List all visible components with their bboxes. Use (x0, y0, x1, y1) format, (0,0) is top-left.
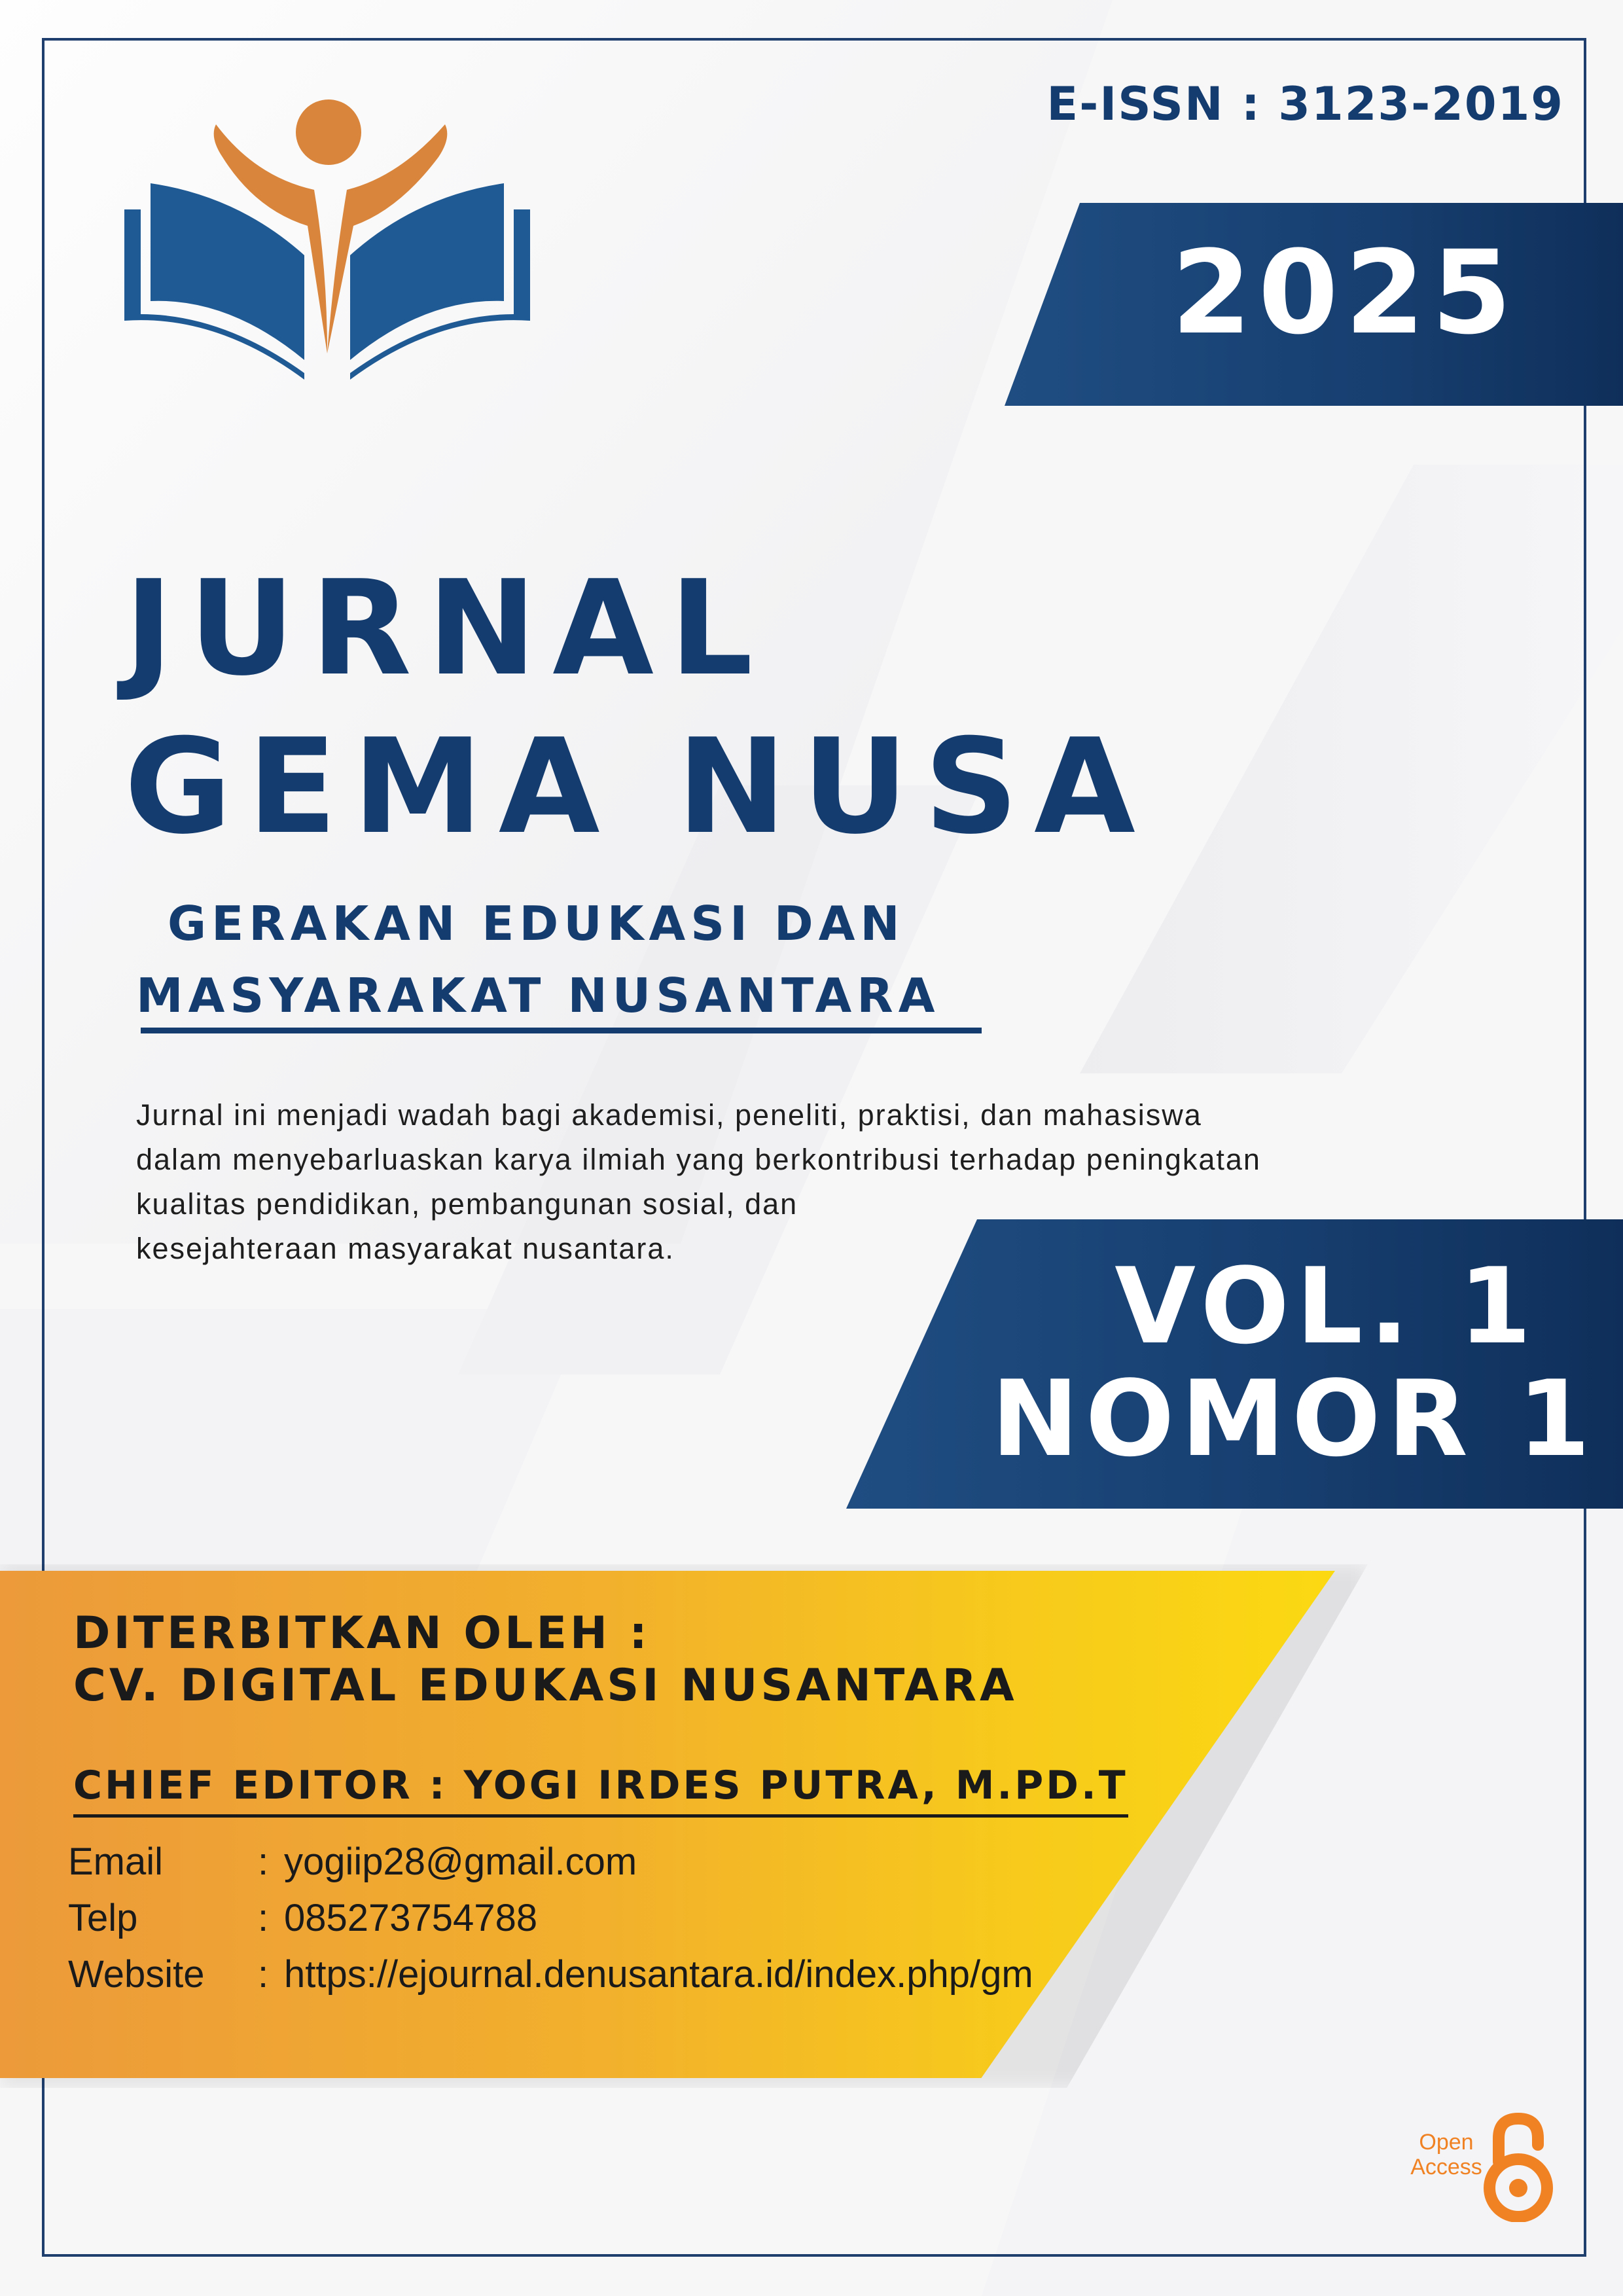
contact-row-website (68, 1946, 1033, 2003)
contact-separator: : (258, 1840, 269, 1883)
journal-title (124, 550, 1151, 867)
description-line-2: dalam menyebarluaskan karya ilmiah yang berkontribusi terhadap peningkatan (136, 1143, 1261, 1176)
contact-list (68, 1834, 1033, 2003)
publisher-name: CV. DIGITAL EDUKASI NUSANTARA (73, 1660, 1018, 1712)
publication-year: 2025 (1171, 226, 1518, 360)
open-access-lock-icon (1480, 2111, 1559, 2222)
contact-row-email (68, 1834, 1033, 1890)
description-line-4: kesejahteraan masyarakat nusantara. (136, 1232, 675, 1265)
issn-label: E-ISSN : 3123-2019 (1046, 77, 1564, 131)
contact-label: Website (68, 1953, 205, 1996)
contact-separator: : (258, 1897, 269, 1939)
issue-number-label: NOMOR 1 (991, 1357, 1597, 1480)
volume-number (942, 1245, 1597, 1480)
open-book-person-icon (124, 98, 530, 380)
journal-subtitle (136, 888, 940, 1031)
open-access-line-1: Open (1419, 2130, 1474, 2155)
subtitle-underline (141, 1028, 982, 1033)
description-line-1: Jurnal ini menjadi wadah bagi akademisi, peneliti, praktisi, dan mahasiswa (136, 1098, 1202, 1132)
volume-label: VOL. 1 (1115, 1245, 1538, 1367)
contact-label: Telp (68, 1897, 138, 1939)
subtitle-line-1: GERAKAN EDUKASI DAN (168, 896, 905, 951)
email-value[interactable]: yogiip28@gmail.com (284, 1840, 637, 1883)
publisher-heading (73, 1607, 1018, 1712)
chief-editor: CHIEF EDITOR : YOGI IRDES PUTRA, M.PD.T (73, 1759, 1128, 1818)
description-line-3: kualitas pendidikan, pembangunan sosial, dan (136, 1187, 798, 1221)
publisher-label: DITERBITKAN OLEH : (73, 1607, 651, 1659)
open-access-label (1400, 2130, 1492, 2179)
contact-label: Email (68, 1840, 164, 1883)
contact-separator: : (258, 1953, 269, 1996)
phone-value: 085273754788 (284, 1897, 538, 1939)
website-link[interactable]: https://ejournal.denusantara.id/index.php/gm (284, 1953, 1033, 1996)
open-access-line-2: Access (1410, 2155, 1482, 2179)
journal-title-line-2: GEMA NUSA (124, 711, 1151, 863)
contact-row-phone (68, 1890, 1033, 1946)
journal-title-line-1: JURNAL (124, 552, 769, 705)
subtitle-line-2: MASYARAKAT NUSANTARA (136, 968, 940, 1023)
